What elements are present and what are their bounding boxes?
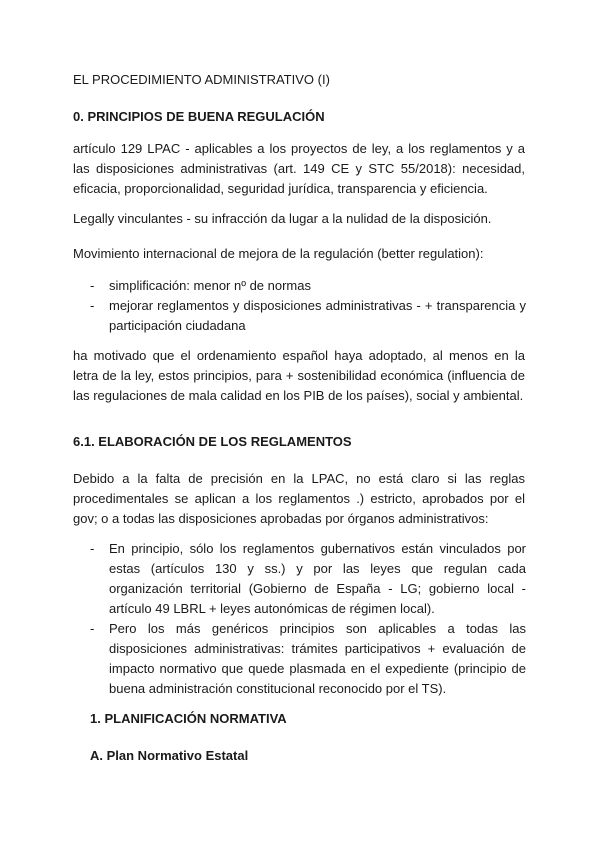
numbered-heading-1: 1. PLANIFICACIÓN NORMATIVA xyxy=(90,711,287,726)
section-0-bullet-list xyxy=(90,276,526,336)
paragraph-line: eficacia, proporcionalidad, seguridad jurídica, transparencia y eficiencia. xyxy=(73,181,488,196)
list-item-line: simplificación: menor nº de normas xyxy=(109,278,311,293)
list-item-line: Pero los más genéricos principios son aplicables a todas las xyxy=(109,621,526,636)
paragraph-line: letra de la ley, estos principios, para + sostenibilidad económica (influencia de xyxy=(73,368,525,383)
list-item-line: estas (artículos 130 y ss.) y por las leyes que regulan cada xyxy=(109,561,526,576)
list-item xyxy=(90,296,526,336)
list-item-line: En principio, sólo los reglamentos gubernativos están vinculados por xyxy=(109,541,526,556)
list-item-line: disposiciones administrativas: trámites participativos + evaluación de xyxy=(109,641,526,656)
list-item xyxy=(90,619,526,699)
section-6-1-paragraph-1 xyxy=(73,469,525,529)
list-item-line: buena administración constitucional reconocido por el TS). xyxy=(109,681,447,696)
section-0-paragraph-1 xyxy=(73,139,525,199)
section-6-1-bullet-list xyxy=(90,539,526,699)
bullet-dash: - xyxy=(90,621,95,636)
section-0-paragraph-2: Legally vinculantes - su infracción da lugar a la nulidad de la disposición. xyxy=(73,211,492,226)
list-item-line: participación ciudadana xyxy=(109,318,246,333)
bullet-dash: - xyxy=(90,278,95,293)
list-item-line: organización territorial (Gobierno de España - LG; gobierno local - xyxy=(109,581,526,596)
section-0-heading: 0. PRINCIPIOS DE BUENA REGULACIÓN xyxy=(73,109,325,124)
paragraph-line: procedimentales se aplican a los reglamentos .) estricto, aprobados por el xyxy=(73,491,525,506)
paragraph-line: ha motivado que el ordenamiento español haya adoptado, al menos en la xyxy=(73,348,525,363)
list-item-line: impacto normativo que quede plasmada en el expediente (principio de xyxy=(109,661,526,676)
paragraph-line: las disposiciones administrativas (art. 149 CE y STC 55/2018): necesidad, xyxy=(73,161,525,176)
section-0-paragraph-3: Movimiento internacional de mejora de la regulación (better regulation): xyxy=(73,246,484,261)
list-item-line: artículo 49 LBRL + leyes autonómicas de régimen local). xyxy=(109,601,435,616)
paragraph-line: artículo 129 LPAC - aplicables a los proyectos de ley, a los reglamentos y a xyxy=(73,141,525,156)
list-item xyxy=(90,539,526,619)
list-item-line: mejorar reglamentos y disposiciones administrativas - + transparencia y xyxy=(109,298,526,313)
paragraph-line: las regulaciones de mala calidad en los PIB de los países), social y ambiental. xyxy=(73,388,524,403)
numbered-heading-a: A. Plan Normativo Estatal xyxy=(90,748,249,763)
section-6-1-heading: 6.1. ELABORACIÓN DE LOS REGLAMENTOS xyxy=(73,434,352,449)
paragraph-line: gov; o a todas las disposiciones aprobadas por órganos administrativos: xyxy=(73,511,489,526)
section-0-paragraph-4 xyxy=(73,346,525,406)
bullet-dash: - xyxy=(90,298,95,313)
document-title: EL PROCEDIMIENTO ADMINISTRATIVO (I) xyxy=(73,72,330,87)
bullet-dash: - xyxy=(90,541,95,556)
paragraph-line: Debido a la falta de precisión en la LPAC, no está claro si las reglas xyxy=(73,471,525,486)
list-item xyxy=(90,276,526,296)
